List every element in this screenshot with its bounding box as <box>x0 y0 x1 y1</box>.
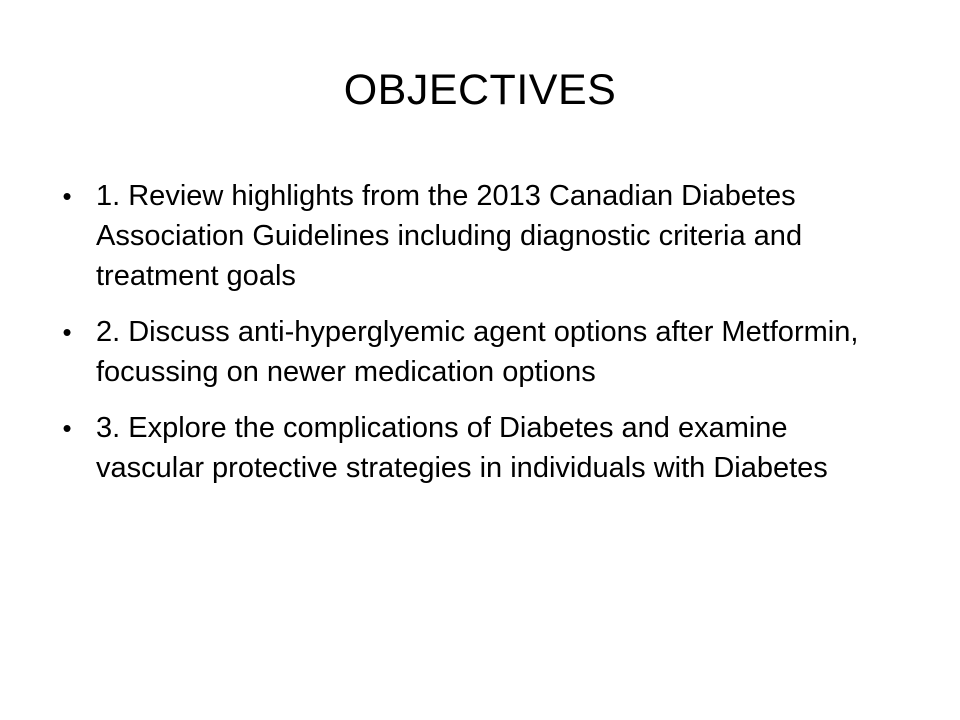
bullet-icon: • <box>62 317 72 347</box>
slide-title: OBJECTIVES <box>343 66 617 114</box>
bullet-icon: • <box>62 181 72 211</box>
objectives-list <box>48 176 898 504</box>
list-item <box>48 176 898 296</box>
list-item <box>48 408 898 488</box>
list-item <box>48 312 898 392</box>
objective-text: 3. Explore the complications of Diabetes and examine vascular protective strategies in individuals with Diabetes <box>96 412 828 484</box>
objective-text: 2. Discuss anti-hyperglyemic agent options after Metformin, focussing on newer medication options <box>96 316 859 388</box>
bullet-icon: • <box>62 413 72 443</box>
objective-text: 1. Review highlights from the 2013 Canadian Diabetes Association Guidelines including diagnostic criteria and treatment goals <box>96 180 803 292</box>
